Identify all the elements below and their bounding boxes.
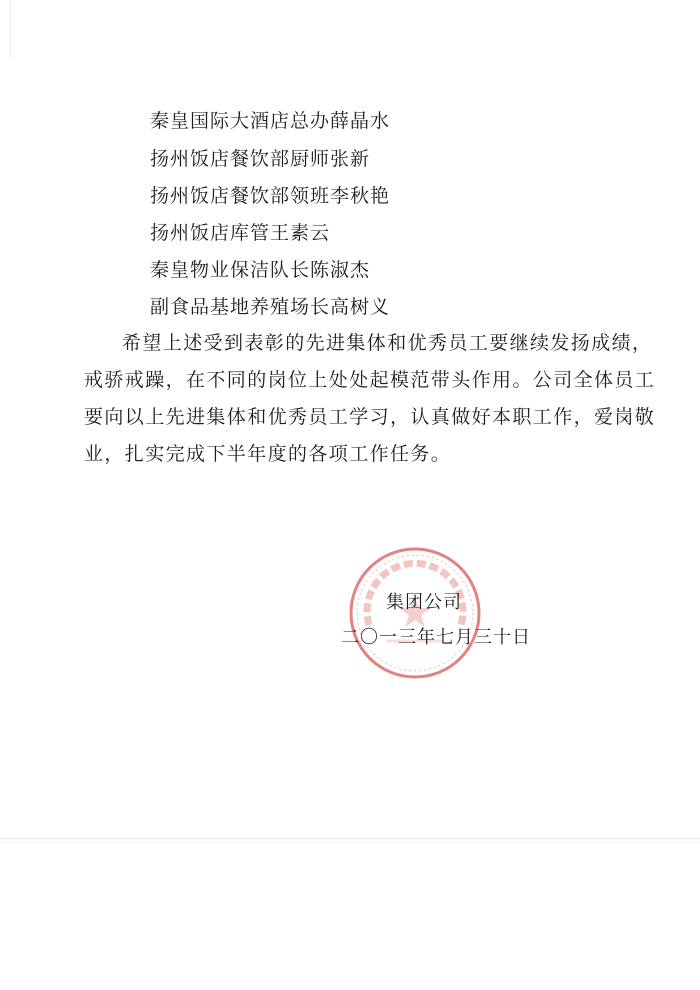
paragraph-line: 业，扎实完成下半年度的各项工作任务。 bbox=[84, 443, 452, 465]
scan-artifact-line bbox=[0, 838, 700, 839]
scan-artifact-line bbox=[0, 842, 700, 843]
award-list-item: 扬州饭店餐饮部厨师张新 bbox=[150, 148, 371, 170]
paragraph-line: 戒骄戒躁，在不同的岗位上处处起模范带头作用。公司全体员工 bbox=[84, 369, 656, 391]
issue-date: 二〇一三年七月三十日 bbox=[341, 627, 531, 648]
paragraph-line: 要向以上先进集体和优秀员工学习，认真做好本职工作，爱岗敬 bbox=[84, 406, 656, 428]
paragraph-line: 希望上述受到表彰的先进集体和优秀员工要继续发扬成绩， bbox=[122, 332, 653, 354]
award-list-item: 副食品基地养殖场长高树义 bbox=[150, 296, 391, 318]
scan-edge-mark bbox=[10, 0, 11, 60]
award-list-item: 扬州饭店餐饮部领班李秋艳 bbox=[150, 185, 391, 207]
issuer-name: 集团公司 bbox=[386, 592, 462, 613]
award-list-item: 秦皇国际大酒店总办薛晶水 bbox=[150, 110, 391, 132]
award-list-item: 扬州饭店库管王素云 bbox=[150, 222, 331, 244]
award-list-item: 秦皇物业保洁队长陈淑杰 bbox=[150, 259, 371, 281]
